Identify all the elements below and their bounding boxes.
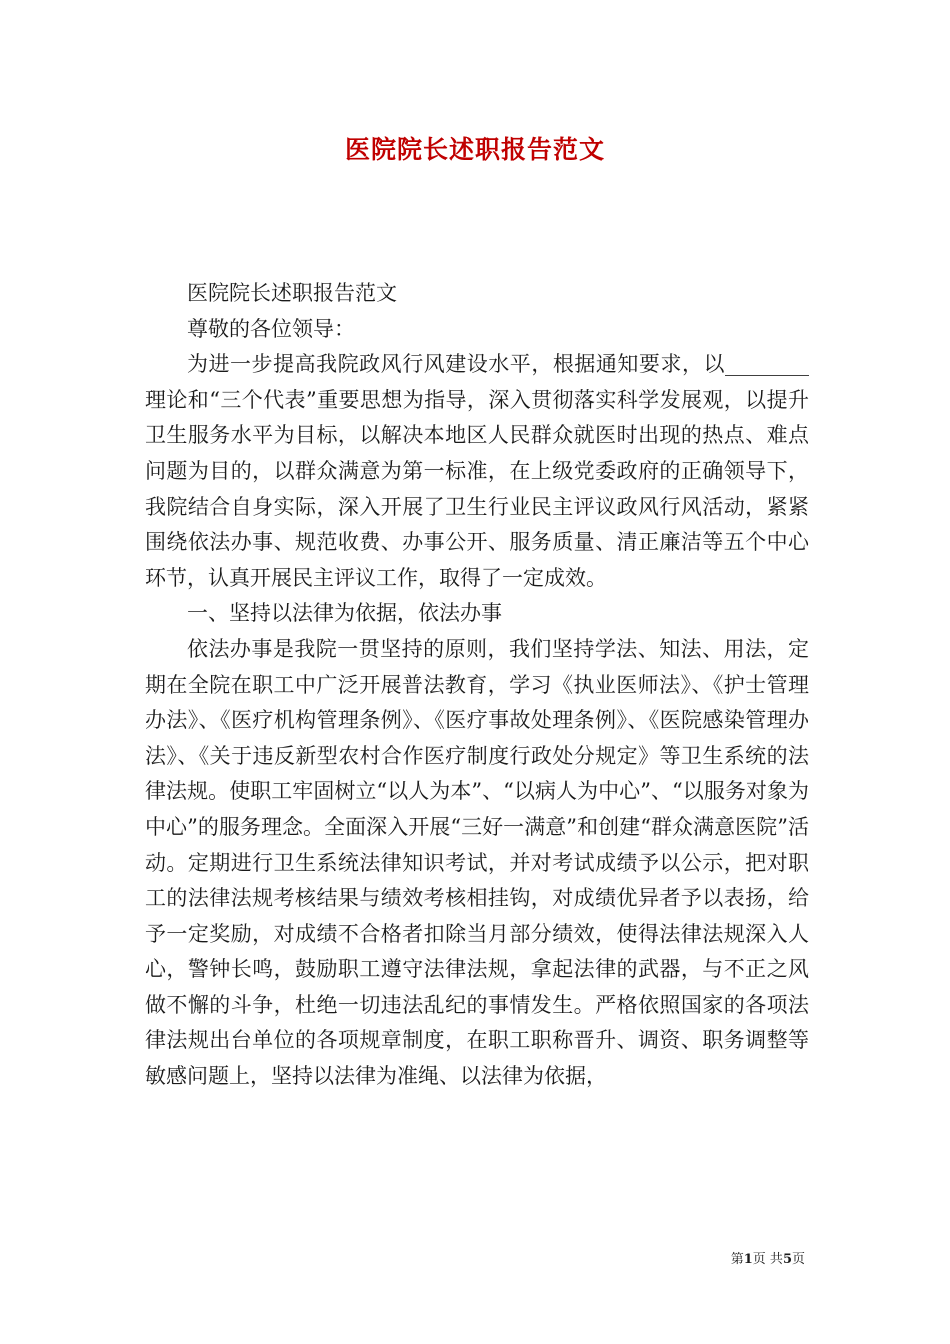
page-number-footer [731, 1248, 805, 1267]
document-title: 医院院长述职报告范文 [344, 135, 605, 164]
document-body [145, 276, 809, 1095]
footer-middle: 页 共 [752, 1252, 783, 1267]
salutation-paragraph: 尊敬的各位领导： [187, 316, 355, 341]
footer-suffix: 页 [791, 1252, 805, 1267]
footer-current-page: 1 [743, 1252, 753, 1267]
footer-prefix: 第 [730, 1252, 744, 1267]
body-heading-paragraph: 医院院长述职报告范文 [187, 281, 397, 305]
section-1-paragraph: 依法办事是我院一贯坚持的原则，我们坚持学法、知法、用法，定期在全院在职工中广泛开展普法教育，学习《执业医师法》、《护士管理办法》、《医疗机构管理条例》、《医疗事故处理条例》、《医院感染管理办法》、《关于违反新型农村合作医疗制度行政处分规定》等卫生系统的法律法规。使职工牢固树立“以人为本”、“以病人为中心”、“以服务对象为中心”的服务理念。全面深入开展“三好一满意”和创建“群众满意医院”活动。定期进行卫生系统法律知识考试，并对考试成绩予以公示，把对职工的法律法规考核结果与绩效考核相挂钩，对成绩优异者予以表扬，给予一定奖励，对成绩不合格者扣除当月部分绩效，使得法律法规深入人心，警钟长鸣，鼓励职工遵守法律法规，拿起法律的武器，与不正之风做不懈的斗争，杜绝一切违法乱纪的事情发生。严格依照国家的各项法律法规出台单位的各项规章制度，在职工职称晋升、调资、职务调整等敏感问题上，坚持以法律为准绳、以法律为依据， [145, 636, 809, 1089]
intro-paragraph: 为进一步提高我院政风行风建设水平，根据通知要求，以________理论和“三个代表”重要思想为指导，深入贯彻落实科学发展观，以提升卫生服务水平为目标，以解决本地区人民群众就医时出现的热点、难点问题为目的，以群众满意为第一标准，在上级党委政府的正确领导下，我院结合自身实际，深入开展了卫生行业民主评议政风行风活动，紧紧围绕依法办事、规范收费、办事公开、服务质量、清正廉洁等五个中心环节，认真开展民主评议工作，取得了一定成效。 [145, 352, 809, 590]
footer-total-pages: 5 [782, 1252, 792, 1267]
section-heading-1: 一、坚持以法律为依据，依法办事 [187, 601, 502, 626]
